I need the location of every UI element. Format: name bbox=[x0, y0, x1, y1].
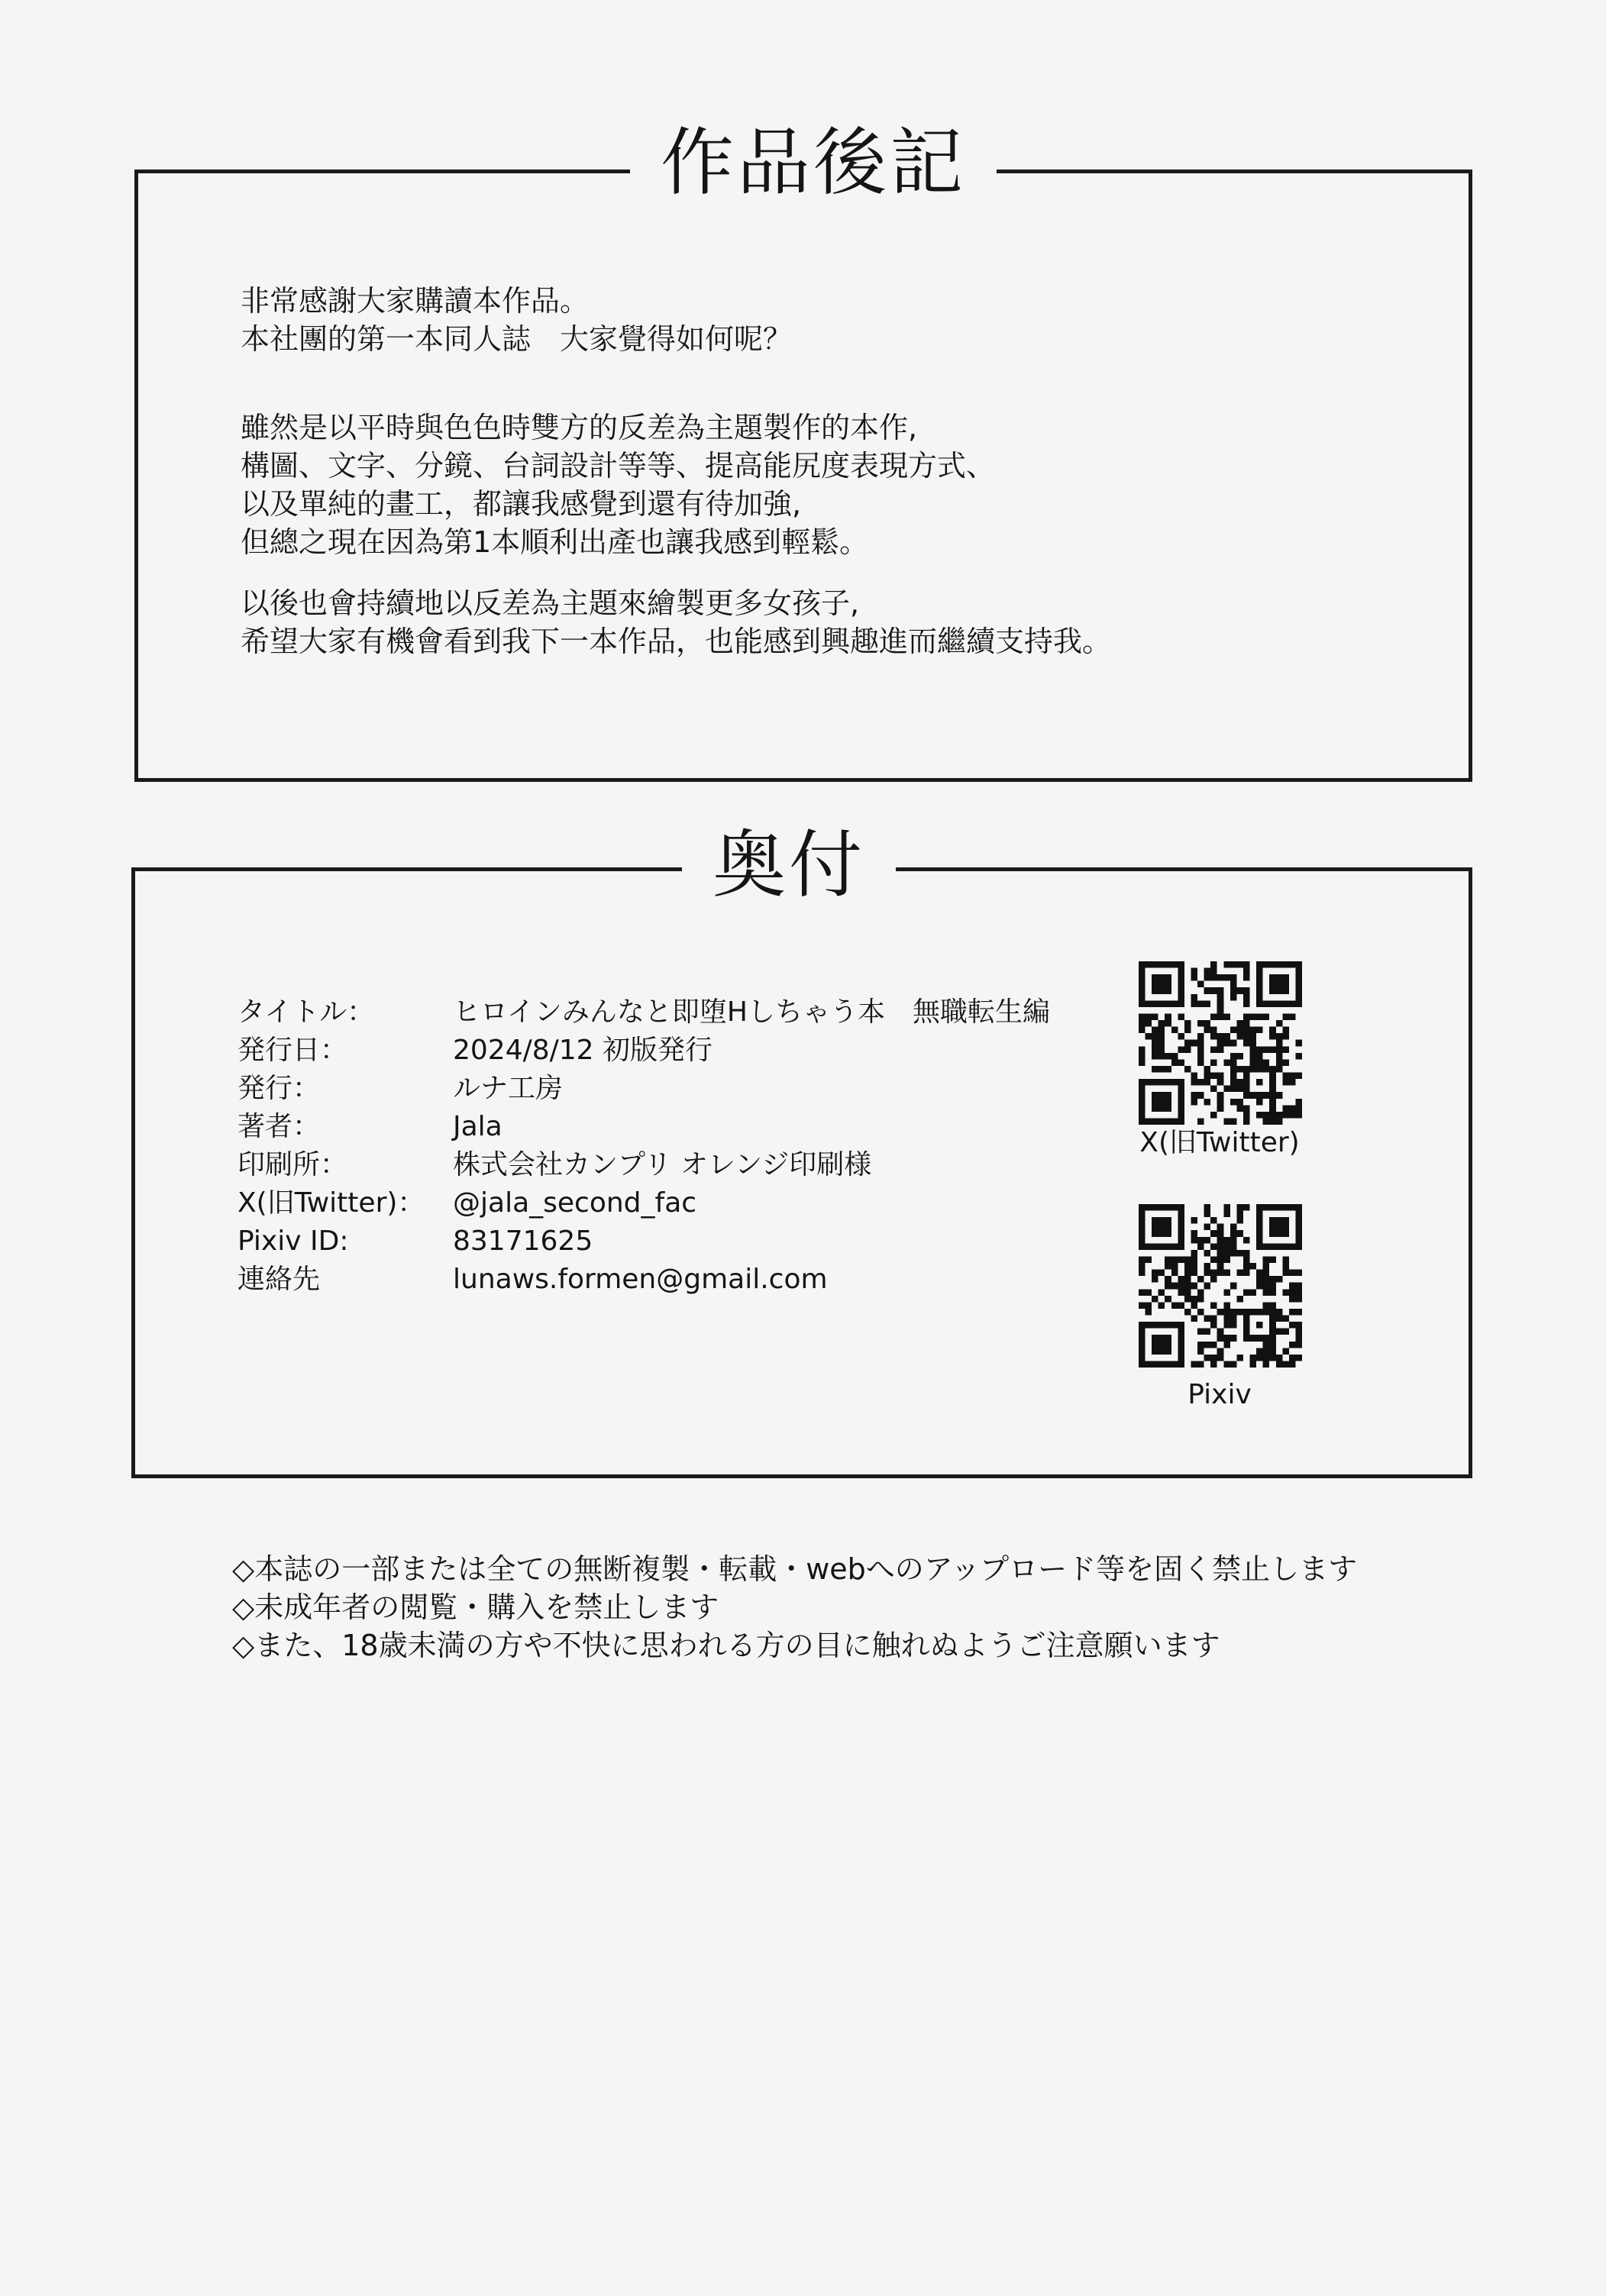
afterword-paragraph: 雖然是以平時與色色時雙方的反差為主題製作的本作, 構圖、文字、分鏡、台詞設計等等、提高能尻度表現方式、 以及單純的畫工，都讓我感覺到還有待加強, 但總之現在因為第1本順利出產也讓我感到輕鬆。 bbox=[241, 411, 996, 559]
afterword-paragraph: 以後也會持續地以反差為主題來繪製更多女孩子, 希望大家有機會看到我下一本作品，也能感到興趣進而繼續支持我。 bbox=[241, 586, 1112, 658]
pixiv-qr-caption: Pixiv bbox=[1188, 1379, 1252, 1410]
row-value: ルナ工房 bbox=[453, 1073, 564, 1104]
row-label: 発行日： bbox=[238, 1035, 348, 1066]
row-value: 株式会社カンプリ オレンジ印刷様 bbox=[453, 1149, 872, 1180]
afterword-title: 作品後記 bbox=[630, 126, 997, 199]
twitter-qr-code bbox=[1139, 961, 1302, 1125]
row-value: 83171625 bbox=[453, 1226, 593, 1257]
row-value: lunaws.formen@gmail.com bbox=[453, 1264, 828, 1295]
row-label: 著者： bbox=[238, 1111, 321, 1142]
notice-line: ◇また、18歳未満の方や不快に思われる方の目に触れぬようご注意願います bbox=[232, 1629, 1220, 1662]
notice-line: ◇本誌の一部または全ての無断複製・転載・webへのアップロード等を固く禁止します bbox=[232, 1552, 1358, 1586]
row-label: Pixiv ID: bbox=[238, 1226, 349, 1257]
row-label: 連絡先 bbox=[238, 1264, 321, 1295]
afterword-paragraph: 非常感謝大家購讀本作品。 本社團的第一本同人誌 大家覺得如何呢？ bbox=[241, 284, 793, 356]
twitter-qr-caption: X(旧Twitter) bbox=[1139, 1127, 1300, 1158]
row-label: X(旧Twitter)： bbox=[238, 1187, 425, 1219]
colophon-title: 奥付 bbox=[682, 828, 896, 902]
pixiv-qr-code bbox=[1139, 1204, 1302, 1368]
row-label: タイトル： bbox=[238, 996, 375, 1028]
row-label: 発行： bbox=[238, 1073, 321, 1104]
afterword-section bbox=[134, 120, 1472, 782]
colophon-section bbox=[131, 822, 1472, 1478]
row-label: 印刷所： bbox=[238, 1149, 348, 1180]
notice-line: ◇未成年者の閲覧・購入を禁止します bbox=[232, 1590, 719, 1624]
row-value: @jala_second_fac bbox=[453, 1187, 697, 1219]
row-value: ヒロインみんなと即堕Hしちゃう本 無職転生編 bbox=[453, 996, 1050, 1028]
row-value: Jala bbox=[453, 1111, 502, 1142]
row-value: 2024/8/12 初版発行 bbox=[453, 1035, 713, 1066]
